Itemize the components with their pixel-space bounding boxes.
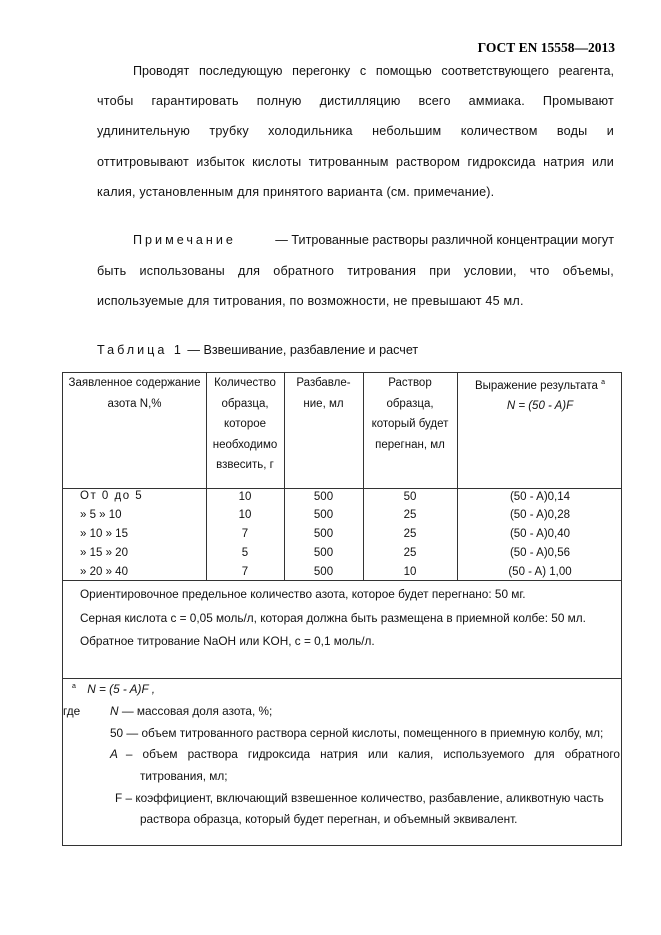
- footnote-formula-line: [72, 682, 155, 696]
- footnote-def: [110, 704, 272, 718]
- header-line: Количество: [214, 377, 276, 389]
- footnote-def: [110, 726, 603, 740]
- header-text: Выражение результата: [474, 379, 598, 392]
- cell-solution: 25: [403, 509, 417, 521]
- cell-dilution: 500: [313, 491, 334, 503]
- cell-expression: (50 - A)0,14: [509, 491, 571, 503]
- footnote-where: где: [63, 704, 81, 718]
- def-symbol: N: [110, 704, 119, 718]
- header-line: перегнан, мл: [375, 438, 445, 451]
- table-note: Ориентировочное предельное количество азота, которое будет перегнано: 50 мг.: [80, 587, 526, 601]
- cell-dilution: 500: [313, 566, 334, 578]
- cell-mass: 10: [238, 491, 252, 503]
- notes-divider: [63, 678, 621, 679]
- def-text: — массовая доля азота, %;: [121, 704, 273, 718]
- cell-expression: (50 - A)0,56: [509, 547, 571, 559]
- cell-range: » 10 » 15: [80, 528, 128, 540]
- table-caption-label: Таблица 1: [97, 343, 184, 357]
- cell-range: » 5 » 10: [80, 509, 122, 521]
- def-text: – объем раствора гидроксида натрия или калия, используемого для обратного: [125, 747, 620, 761]
- header-line: азота N,%: [107, 397, 162, 410]
- header-line: которое: [223, 418, 267, 430]
- footnote-def: [115, 791, 604, 805]
- note-label: Примечание: [133, 233, 236, 247]
- footnote-mark: a: [601, 379, 606, 386]
- cell-mass: 7: [241, 528, 249, 540]
- def-symbol: F: [115, 791, 123, 805]
- note-line: быть использованы для обратного титрования при условии, что объемы,: [97, 264, 614, 278]
- cell-mass: 5: [241, 547, 249, 559]
- cell-expression: (50 - A)0,40: [509, 528, 571, 540]
- note-line: используемые для титрования, по возможности, не превышают 45 мл.: [97, 294, 524, 308]
- def-text: — объем титрованного раствора серной кислоты, помещенного в приемную колбу, мл;: [126, 726, 604, 740]
- footnote-def-continuation: раствора образца, который будет перегнан, и объемный эквивалент.: [140, 812, 518, 826]
- note-line: — Титрованные растворы различной концентрации могут: [275, 233, 614, 247]
- cell-solution: 10: [403, 566, 417, 578]
- header-sample-solution: [363, 373, 457, 455]
- cell-dilution: 500: [313, 528, 334, 540]
- header-line: Раствор: [388, 377, 432, 389]
- def-symbol: A: [110, 747, 118, 761]
- paragraph-line: чтобы гарантировать полную дистилляцию всего аммиака. Промывают: [97, 94, 614, 108]
- cell-mass: 10: [238, 509, 252, 521]
- paragraph-line: Проводят последующую перегонку с помощью соответствующего реагента,: [133, 64, 614, 78]
- table-caption: [97, 343, 418, 357]
- table-note: Обратное титрование NaOH или KOH, c = 0,1 моль/л.: [80, 634, 375, 648]
- header-formula: N = (50 - A)F: [506, 400, 574, 413]
- header-line: образца,: [386, 397, 434, 410]
- paragraph-line: оттитровывают избыток кислоты титрованным раствором гидроксида натрия или: [97, 155, 614, 169]
- footnote-mark: a: [72, 683, 76, 691]
- paragraph-line: удлинительную трубку холодильника небольшим количеством воды и: [97, 124, 614, 138]
- cell-range: » 20 » 40: [80, 566, 128, 578]
- paragraph-line: калия, установленным для принятого варианта (см. примечание).: [97, 185, 495, 199]
- footnote-def-continuation: титрования, мл;: [140, 769, 228, 783]
- cell-dilution: 500: [313, 509, 334, 521]
- cell-range: » 15 » 20: [80, 547, 128, 559]
- header-line: Заявленное содержание: [68, 377, 201, 389]
- cell-range: От 0 до 5: [80, 490, 144, 502]
- footnote-def: [110, 747, 620, 761]
- cell-mass: 7: [241, 566, 249, 578]
- header-line: необходимо: [212, 438, 278, 451]
- def-text: – коэффициент, включающий взвешенное количество, разбавление, аликвотную часть: [125, 791, 604, 805]
- header-result-expression: [457, 373, 623, 417]
- header-line: ние, мл: [303, 397, 344, 410]
- cell-solution: 25: [403, 547, 417, 559]
- table-note: Серная кислота c = 0,05 моль/л, которая должна быть размещена в приемной колбе: 50 мл.: [80, 611, 586, 625]
- cell-expression: (50 - A) 1,00: [508, 566, 572, 578]
- cell-dilution: 500: [313, 547, 334, 559]
- header-line: образца,: [221, 397, 269, 410]
- cell-solution: 25: [403, 528, 417, 540]
- header-line: [457, 373, 623, 396]
- header-line: Разбавле-: [296, 377, 351, 389]
- header-line: который будет: [371, 418, 449, 430]
- document-header: ГОСТ EN 15558—2013: [477, 40, 615, 55]
- header-line: взвесить, г: [216, 459, 274, 471]
- def-symbol: 50: [110, 726, 124, 740]
- header-declared-nitrogen: [63, 373, 206, 414]
- footnote-formula: N = (5 - A)F ,: [87, 682, 156, 696]
- table-caption-text: — Взвешивание, разбавление и расчет: [187, 343, 419, 357]
- table-weighing-dilution: [62, 372, 622, 846]
- header-dilution: [284, 373, 363, 414]
- cell-solution: 50: [403, 491, 417, 503]
- header-sample-mass: [206, 373, 284, 476]
- cell-expression: (50 - A)0,28: [509, 509, 571, 521]
